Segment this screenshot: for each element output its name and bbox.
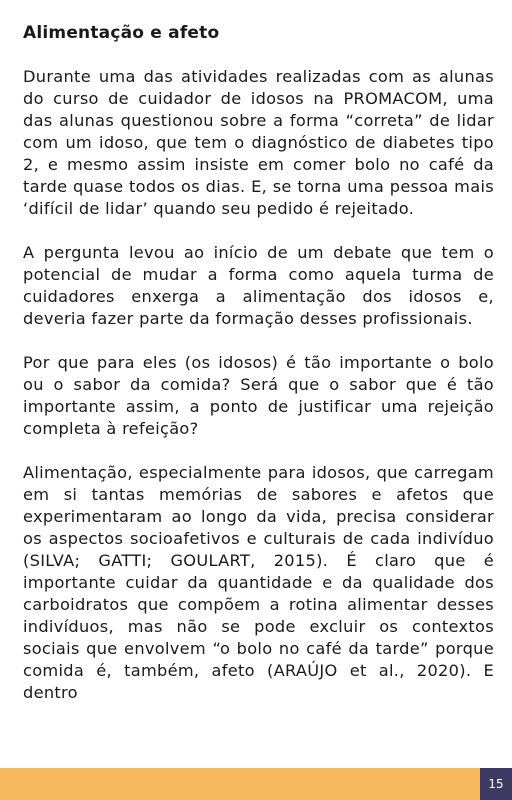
footer-bar: [0, 768, 512, 800]
paragraph-4: Alimentação, especialmente para idosos, que carregam em si tantas memórias de sabores e afetos que experimentaram ao longo da vida, precisa considerar os aspectos socioafetivos e culturais de cada indivíduo (SILVA; GATTI; GOULART, 2015). É claro que é importante cuidar da quantidade e da qualidade dos carboidratos que compõem a rotina alimentar desses indivíduos, mas não se pode excluir os contextos sociais que envolvem “o bolo no café da tarde” porque comida é, também, afeto (ARAÚJO et al., 2020). E dentro: [23, 463, 494, 702]
section-title: Alimentação e afeto: [23, 23, 220, 43]
paragraph-3: Por que para eles (os idosos) é tão importante o bolo ou o sabor da comida? Será que o sabor que é tão importante assim, a ponto de justificar uma rejeição completa à refeição?: [23, 353, 494, 438]
document-page: [23, 22, 494, 726]
paragraph-1: Durante uma das atividades realizadas com as alunas do curso de cuidador de idosos na PROMACOM, uma das alunas questionou sobre a forma “correta” de lidar com um idoso, que tem o diagnóstico de diabetes tipo 2, e mesmo assim insiste em comer bolo no café da tarde quase todos os dias. E, se torna uma pessoa mais ‘difícil de lidar’ quando seu pedido é rejeitado.: [23, 67, 494, 218]
paragraph-2: A pergunta levou ao início de um debate que tem o potencial de mudar a forma como aquela turma de cuidadores enxerga a alimentação dos idosos e, deveria fazer parte da formação desses profissionais.: [23, 243, 494, 328]
page-number: 15: [480, 768, 512, 800]
